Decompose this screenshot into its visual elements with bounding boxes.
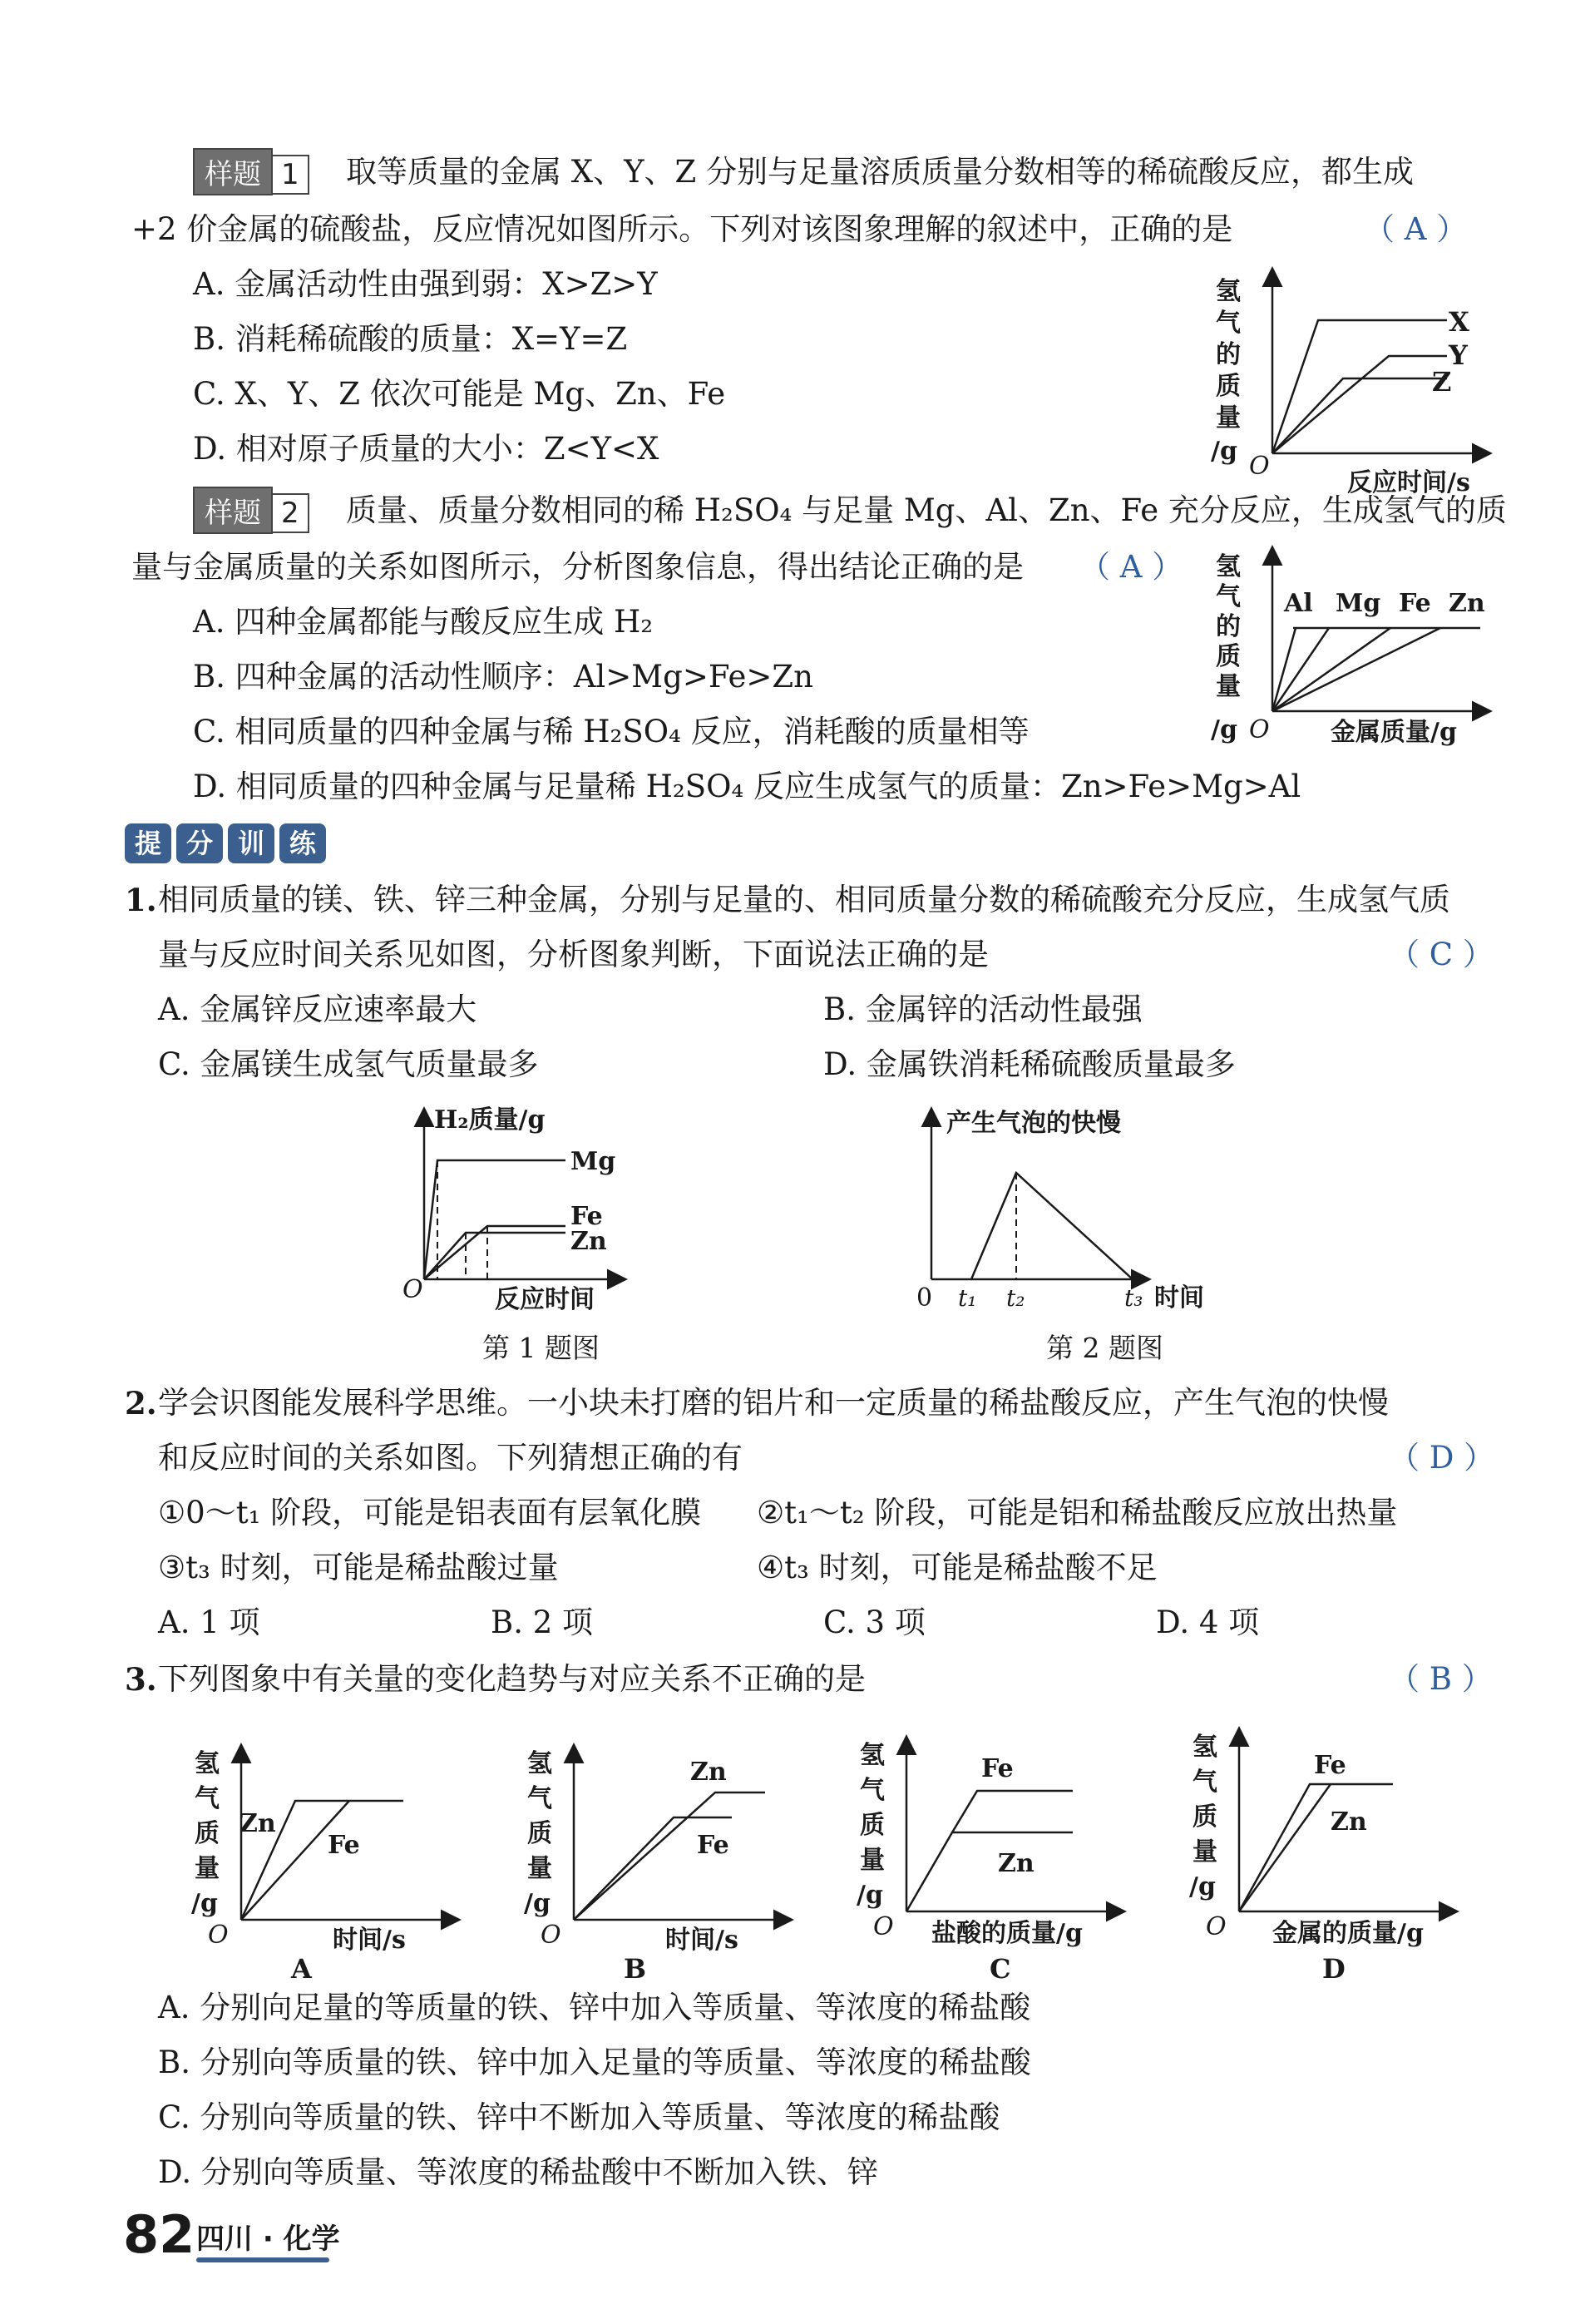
example-1-option-c: C. X、Y、Z 依次可能是 Mg、Zn、Fe: [193, 376, 726, 412]
series-fe: [424, 1226, 565, 1279]
svg-text:氢: 氢: [195, 1749, 220, 1778]
x-label: 金属质量/g: [1331, 718, 1457, 747]
q2-line1: 学会识图能发展科学思维。一小块未打磨的铝片和一定质量的稀盐酸反应，产生气泡的快慢: [158, 1385, 1389, 1421]
svg-text:时间/s: 时间/s: [665, 1926, 738, 1955]
y-label-5: 量: [1216, 672, 1241, 701]
q3-option-c: C. 分别向等质量的铁、锌中不断加入等质量、等浓度的稀盐酸: [158, 2099, 1000, 2135]
series-zn: [1272, 628, 1440, 711]
y-unit: /g: [1211, 437, 1237, 466]
tick-t3: t₃: [1124, 1284, 1143, 1312]
label-fe: Fe: [1399, 589, 1431, 618]
q2-option-a: A. 1 项: [158, 1605, 260, 1640]
q3-graph-a: [183, 1730, 482, 1985]
graph-letter: B: [624, 1953, 647, 1985]
q2-guess-3: ③t₃ 时刻，可能是稀盐酸过量: [158, 1550, 559, 1585]
svg-text:金属的质量/g: 金属的质量/g: [1272, 1919, 1424, 1948]
graph-letter: C: [990, 1953, 1011, 1985]
y-label-3: 的: [1216, 612, 1241, 641]
q1-option-d: D. 金属铁消耗稀硫酸质量最多: [823, 1046, 1236, 1082]
label-z: Z: [1432, 366, 1452, 398]
svg-text:O: O: [873, 1912, 894, 1941]
label-zn: Zn: [1449, 589, 1485, 618]
svg-text:O: O: [1206, 1912, 1227, 1941]
series-y: [1272, 356, 1447, 453]
svg-text:/g: /g: [191, 1889, 218, 1918]
svg-text:质: 质: [195, 1819, 220, 1848]
page-number: 82: [123, 2204, 195, 2265]
q2-option-c: C. 3 项: [823, 1605, 926, 1640]
q2-line2: 和反应时间的关系如图。下列猜想正确的有: [158, 1440, 743, 1476]
series-zn: [906, 1832, 1073, 1911]
series-x: [1272, 320, 1447, 453]
example-1-option-b: B. 消耗稀硫酸的质量：X=Y=Z: [193, 321, 628, 357]
x-label: 反应时间: [495, 1285, 595, 1314]
tick-t1: t₁: [958, 1284, 977, 1312]
q2-number: 2.: [125, 1385, 157, 1422]
label-fe: Fe: [328, 1831, 360, 1860]
label-al: Al: [1284, 589, 1313, 618]
svg-text:气: 气: [195, 1784, 220, 1813]
svg-text:时间/s: 时间/s: [333, 1926, 406, 1955]
q3-line1: 下列图象中有关量的变化趋势与对应关系不正确的是: [158, 1661, 866, 1697]
graph-letter: A: [291, 1953, 312, 1985]
origin: 0: [916, 1283, 933, 1313]
svg-text:量: 量: [195, 1854, 220, 1883]
q3-option-a: A. 分别向足量的等质量的铁、锌中加入等质量、等浓度的稀盐酸: [158, 1990, 1031, 2025]
svg-text:气: 气: [1193, 1768, 1217, 1797]
q3-graph-d: [1181, 1713, 1514, 1985]
y-label-1: 氢: [1216, 277, 1241, 306]
svg-text:氢: 氢: [1193, 1733, 1217, 1762]
q2-guess-4: ④t₃ 时刻，可能是稀盐酸不足: [757, 1550, 1158, 1585]
example-2-line1: 质量、质量分数相同的稀 H₂SO₄ 与足量 Mg、Al、Zn、Fe 充分反应，生成氢气的质: [346, 492, 1507, 528]
label-fe: Fe: [1314, 1751, 1346, 1780]
svg-text:量: 量: [527, 1854, 552, 1883]
label-zn: Zn: [690, 1758, 727, 1787]
svg-text:质: 质: [527, 1819, 552, 1848]
y-label-3: 的: [1216, 340, 1241, 369]
series-fe: [1272, 628, 1390, 711]
rate-curve: [971, 1173, 1133, 1279]
q2-graph: [898, 1098, 1247, 1381]
q1-option-c: C. 金属镁生成氢气质量最多: [158, 1046, 539, 1082]
q1-option-b: B. 金属锌的活动性最强: [823, 991, 1143, 1027]
svg-text:质: 质: [1193, 1802, 1217, 1832]
example-2-graph: [1197, 545, 1530, 753]
origin: O: [1249, 715, 1270, 744]
q1-line1: 相同质量的镁、铁、锌三种金属，分别与足量的、相同质量分数的稀硫酸充分反应，生成氢气质: [158, 882, 1450, 917]
q2-option-b: B. 2 项: [491, 1605, 594, 1640]
y-label: 产生气泡的快慢: [946, 1109, 1121, 1138]
example-1-tag: 样题 1: [193, 148, 309, 195]
label-fe: Fe: [570, 1202, 603, 1231]
label-zn: Zn: [1331, 1807, 1367, 1837]
series-mg: [1272, 628, 1329, 711]
example-2-answer: （ A ）: [1079, 549, 1183, 585]
q3-option-b: B. 分别向等质量的铁、锌中加入足量的等质量、等浓度的稀盐酸: [158, 2045, 1031, 2080]
label-fe: Fe: [981, 1754, 1014, 1783]
q3-number: 3.: [125, 1661, 157, 1698]
label-mg: Mg: [570, 1147, 616, 1176]
q3-option-d: D. 分别向等质量、等浓度的稀盐酸中不断加入铁、锌: [158, 2154, 878, 2190]
q2-guess-2: ②t₁～t₂ 阶段，可能是铝和稀盐酸反应放出热量: [757, 1495, 1398, 1530]
svg-text:气: 气: [860, 1776, 885, 1805]
q3-graph-c: [848, 1722, 1164, 1985]
series-al: [1272, 628, 1296, 711]
y-label: H₂质量/g: [434, 1105, 546, 1135]
tick-t2: t₂: [1006, 1284, 1025, 1312]
series-fe: [952, 1791, 1073, 1832]
y-label-5: 量: [1216, 403, 1241, 433]
svg-text:/g: /g: [1189, 1872, 1216, 1901]
svg-text:盐酸的质量/g: 盐酸的质量/g: [931, 1919, 1083, 1948]
label-zn: Zn: [998, 1849, 1035, 1878]
q1-number: 1.: [125, 882, 157, 918]
origin: O: [402, 1275, 423, 1304]
series-z: [1272, 378, 1447, 453]
example-2-line2: 量与金属质量的关系如图所示，分析图象信息，得出结论正确的是: [131, 549, 1024, 585]
example-1-line1: 取等质量的金属 X、Y、Z 分别与足量溶质质量分数相等的稀硫酸反应，都生成: [346, 154, 1414, 190]
series-zn: [1239, 1784, 1331, 1911]
y-unit: /g: [1211, 715, 1237, 744]
q1-line2: 量与反应时间关系见如图，分析图象判断，下面说法正确的是: [158, 937, 989, 972]
x-label: 反应时间/s: [1347, 468, 1470, 497]
y-label-2: 气: [1216, 582, 1241, 611]
graph-letter: D: [1322, 1953, 1346, 1985]
svg-text:O: O: [208, 1921, 229, 1950]
label-zn: Zn: [570, 1227, 607, 1256]
example-1-graph: [1197, 266, 1530, 499]
example-2-option-d: D. 相同质量的四种金属与足量稀 H₂SO₄ 反应生成氢气的质量：Zn>Fe>Mg>Al: [193, 769, 1301, 804]
svg-text:气: 气: [527, 1784, 552, 1813]
series-zn: [424, 1233, 565, 1279]
example-1-line2: +2 价金属的硫酸盐，反应情况如图所示。下列对该图象理解的叙述中，正确的是: [131, 211, 1233, 247]
svg-text:质: 质: [860, 1811, 885, 1840]
example-2-tag: 样题 2: [193, 487, 309, 534]
label-y: Y: [1449, 339, 1468, 371]
q3-graph-b: [516, 1730, 815, 1985]
label-zn: Zn: [239, 1809, 276, 1838]
q2-guess-1: ①0～t₁ 阶段，可能是铝表面有层氧化膜: [158, 1495, 702, 1530]
label-mg: Mg: [1336, 589, 1381, 618]
y-label-2: 气: [1216, 309, 1241, 338]
footer-text: 四川 · 化学: [196, 2223, 340, 2256]
example-1-option-d: D. 相对原子质量的大小：Z<Y<X: [193, 431, 659, 467]
q1-answer: （ C ）: [1389, 937, 1494, 972]
q2-answer: （ D ）: [1389, 1440, 1495, 1476]
q1-graph: [391, 1098, 657, 1381]
series-zn: [574, 1792, 765, 1920]
q2-option-d: D. 4 项: [1156, 1605, 1260, 1640]
svg-text:O: O: [541, 1921, 561, 1950]
example-2-option-a: A. 四种金属都能与酸反应生成 H₂: [193, 604, 654, 640]
example-1-answer: （ A ）: [1364, 211, 1468, 247]
origin: O: [1249, 452, 1270, 481]
svg-text:/g: /g: [524, 1889, 551, 1918]
footer-underline: [196, 2257, 329, 2262]
y-label-4: 质: [1216, 642, 1241, 671]
y-label-1: 氢: [1216, 552, 1241, 581]
svg-text:/g: /g: [857, 1881, 883, 1910]
x-label: 时间: [1154, 1283, 1204, 1313]
q3-answer: （ B ）: [1389, 1661, 1493, 1697]
section-title: 提 分 训 练: [125, 823, 331, 863]
example-2-option-b: B. 四种金属的活动性顺序：Al>Mg>Fe>Zn: [193, 659, 813, 695]
y-label-4: 质: [1216, 372, 1241, 401]
svg-text:量: 量: [860, 1846, 885, 1875]
svg-text:量: 量: [1193, 1837, 1217, 1867]
q1-option-a: A. 金属锌反应速率最大: [158, 991, 477, 1027]
svg-text:氢: 氢: [860, 1741, 885, 1770]
label-x: X: [1449, 306, 1469, 338]
example-1-option-a: A. 金属活动性由强到弱：X>Z>Y: [193, 266, 658, 302]
svg-text:氢: 氢: [527, 1749, 552, 1778]
label-fe: Fe: [697, 1831, 729, 1860]
caption: 第 2 题图: [1046, 1332, 1163, 1364]
example-2-option-c: C. 相同质量的四种金属与稀 H₂SO₄ 反应，消耗酸的质量相等: [193, 714, 1030, 749]
caption: 第 1 题图: [482, 1332, 600, 1364]
